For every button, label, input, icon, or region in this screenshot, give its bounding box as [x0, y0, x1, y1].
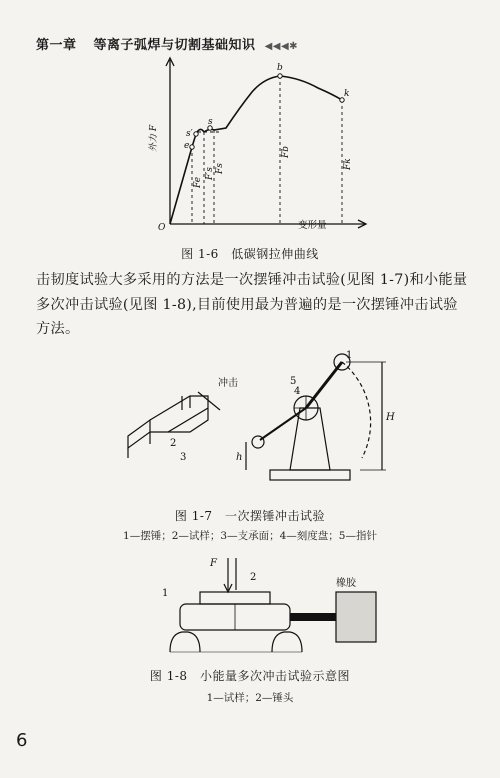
- H-label: H: [386, 412, 395, 423]
- machine-base: [270, 470, 350, 480]
- stress-strain-curve: [170, 76, 342, 224]
- body-paragraph: [36, 268, 476, 342]
- figure-1-8-legend: 1—试样；2—锤头: [206, 692, 294, 704]
- callout-2: 2: [170, 438, 177, 449]
- callout-2-hammer: 2: [250, 572, 257, 583]
- x-axis-label: 变形量: [298, 220, 327, 231]
- origin-label: O: [158, 223, 166, 232]
- rubber-block: [336, 592, 376, 642]
- paragraph-line-3: 方法。: [36, 321, 80, 337]
- chapter-label: 第一章: [36, 38, 77, 53]
- rubber-label: 橡胶: [336, 578, 356, 589]
- callout-3: 3: [180, 452, 187, 463]
- point-k-label: k: [344, 89, 350, 99]
- impact-arrow-line: [198, 392, 220, 410]
- figure-1-7-legend: 1—摆锤；2—试样；3—支承面；4—刻度盘；5—指针: [123, 530, 377, 542]
- fb-label: Fb: [281, 145, 291, 158]
- header-ornament: ◀◀◀✱: [264, 41, 299, 52]
- figure-1-7-pendulum-impact: [120, 348, 400, 498]
- pendulum-arm: [306, 362, 342, 408]
- support-right: [272, 632, 302, 652]
- force-label: F: [210, 558, 217, 569]
- pendulum-low-arm: [260, 408, 306, 440]
- figure-1-6-caption: 图 1-6 低碳钢拉伸曲线: [181, 247, 319, 261]
- fs-label: Fs: [215, 163, 225, 174]
- point-e-marker: [190, 145, 194, 149]
- h-label: h: [236, 452, 243, 463]
- paragraph-line-2: 多次冲击试验(见图 1-8),目前使用最为普遍的是一次摆锤冲击试验: [36, 296, 458, 313]
- paragraph-line-1: 击韧度试验大多采用的方法是一次摆锤冲击试验(见图 1-7)和小能量: [36, 272, 468, 288]
- figure-1-7-caption: 图 1-7 一次摆锤冲击试验: [174, 509, 326, 523]
- point-b-marker: [278, 74, 282, 78]
- callout-4: 4: [294, 386, 301, 397]
- chapter-title: 等离子弧焊与切割基础知识: [93, 38, 256, 53]
- support-left: [170, 632, 200, 652]
- swing-arc: [342, 362, 371, 458]
- point-s-label: s: [208, 117, 213, 127]
- hammer-head: [200, 592, 270, 604]
- point-s2-marker: [194, 132, 198, 136]
- support-block-left: [128, 420, 150, 448]
- point-e-label: e: [184, 141, 190, 151]
- figure-1-6-tensile-curve: [140, 52, 380, 232]
- figure-1-8-repeated-impact: [140, 552, 400, 662]
- specimen-bar: [150, 396, 208, 432]
- running-header: [36, 34, 298, 53]
- point-b-label: b: [277, 63, 283, 73]
- y-axis-label: 外力 F: [149, 124, 159, 152]
- impact-label: 冲击: [218, 378, 238, 389]
- fe-label: Fe: [193, 176, 203, 188]
- page-number: 6: [16, 730, 28, 751]
- callout-1-specimen: 1: [162, 588, 169, 599]
- fk-label: Fk: [343, 158, 353, 170]
- pendulum-low-hammer: [252, 436, 264, 448]
- figure-1-8-caption: 图 1-8 小能量多次冲击试验示意图: [149, 669, 351, 683]
- point-s2-label: s′: [186, 129, 193, 139]
- callout-1: 1: [346, 350, 353, 361]
- fs2-label: F′s: [205, 167, 215, 180]
- callout-5: 5: [290, 376, 297, 387]
- machine-frame: [290, 408, 330, 470]
